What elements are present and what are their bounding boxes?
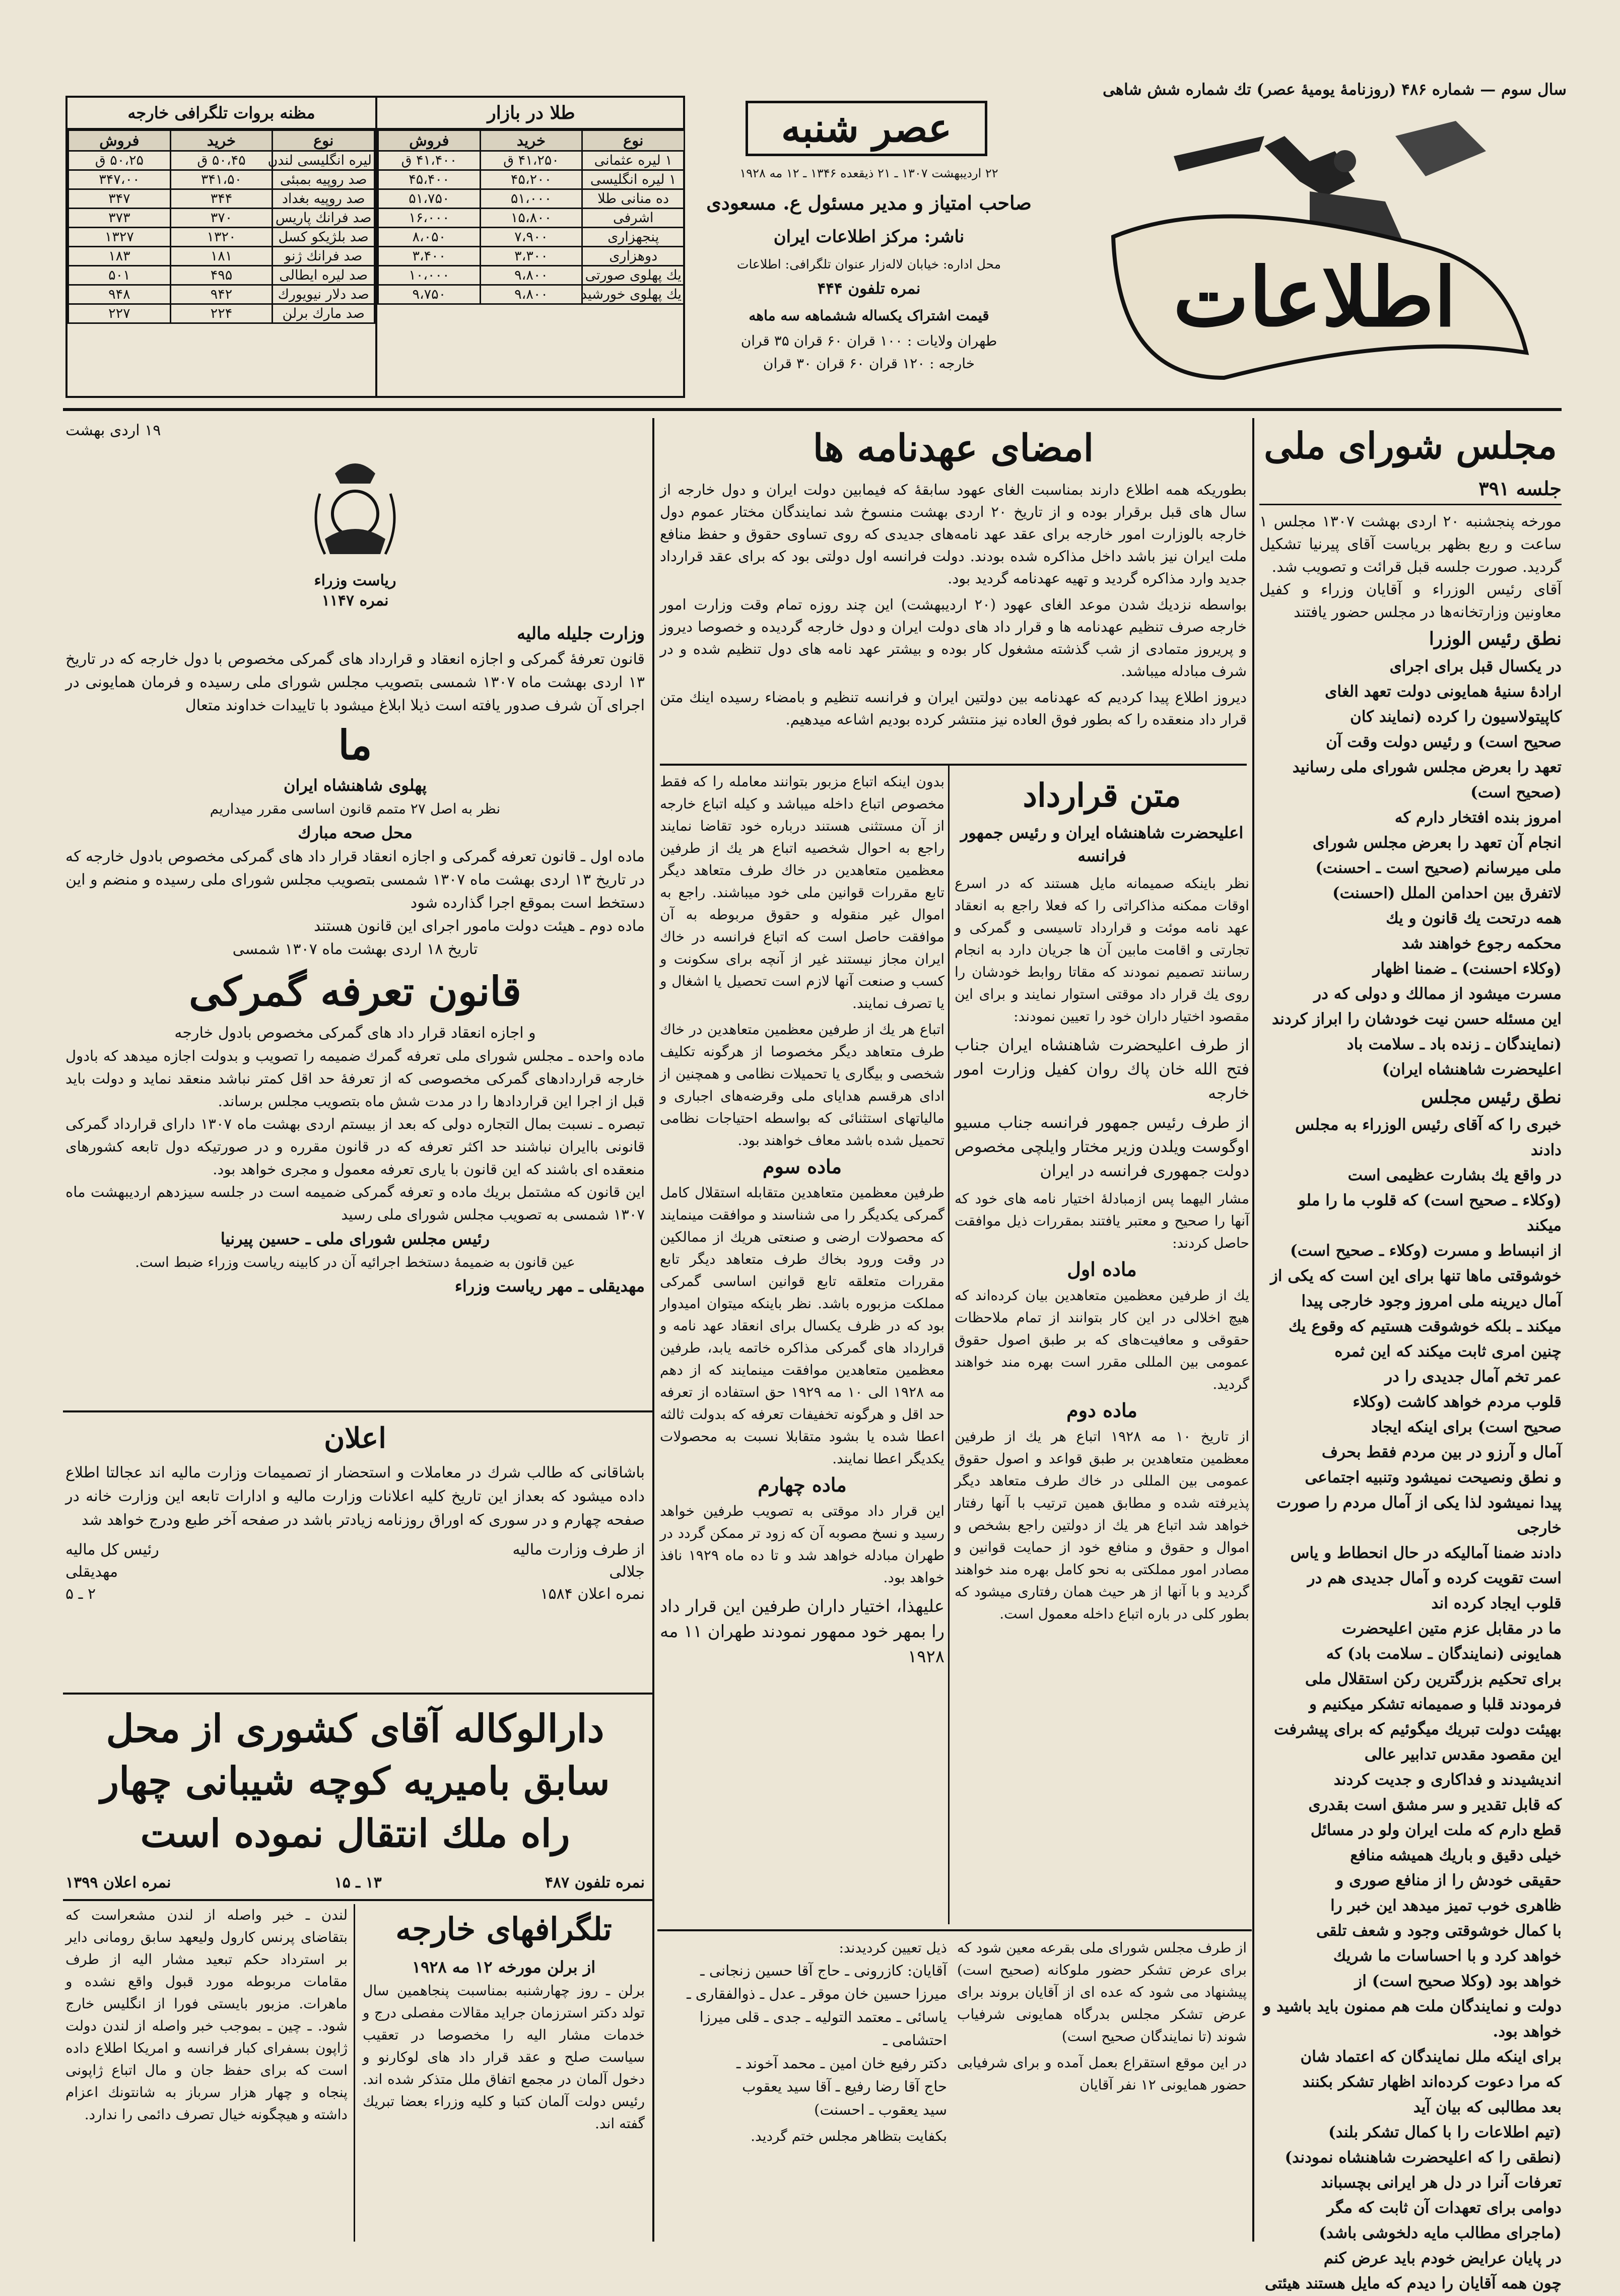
art4-title: ماده چهارم	[758, 1473, 847, 1496]
col-buy: خرید	[170, 130, 273, 151]
speech-line: انجام آن تعهد را بعرض مجلس شورای	[1312, 834, 1562, 852]
speech1-title: نطق رئیس الوزرا	[1429, 628, 1562, 649]
treaties-article	[660, 418, 1247, 766]
cell: ۷،۹۰۰	[480, 228, 582, 247]
speech-line: خبری را که آقای رئیس الوزراء به مجلس دادند	[1295, 1116, 1562, 1159]
decree-block	[65, 418, 645, 1400]
day-box: عصر شنبه	[746, 101, 987, 156]
logo-text: اطلاعات	[1173, 250, 1457, 345]
cell: ۱۰،۰۰۰	[378, 266, 481, 285]
speech-line: چون همه آقایان را دیدم که مایل هستند هیئتی	[1264, 2274, 1562, 2292]
cell: ۳۷۰	[170, 209, 273, 228]
majlis-title: مجلس شورای ملی	[1264, 424, 1557, 467]
table-row	[69, 189, 375, 209]
fx-title: مظنه بروات تلگرافی خارجه	[68, 98, 375, 129]
notice-pages: ۲ ـ ۵	[65, 1585, 96, 1603]
notice-title: اعلان	[324, 1422, 386, 1455]
speech-line: مسرت میشود از ممالك و دولی که در	[1314, 985, 1562, 1003]
tariff-title: قانون تعرفه گمرکی	[188, 968, 522, 1015]
cell: ۵۰،۴۵ ق	[170, 151, 273, 170]
members-block	[660, 1937, 1247, 2242]
speech-line: خواهد بود.	[1493, 2022, 1562, 2041]
cell: ۳،۴۰۰	[378, 247, 481, 266]
speech-line: بعد مطالبی که بیان آید	[1413, 2098, 1562, 2116]
telegrams-divider	[354, 1904, 355, 2242]
speech-line: برای اینکه ملل نمایندگان که اعتماد شان	[1300, 2048, 1562, 2066]
table-row	[378, 266, 685, 285]
speech-line: چنین امری ثابت میکند که این ثمره	[1334, 1342, 1562, 1361]
fx-rates	[68, 98, 375, 396]
art1-body: یك از طرفین معظمین متعاهدین بیان کرده‌اند که هیچ اخلالی در این کار بتوانند از تمام ملاحظات حقوقی و معافیت‌های که بر طبق اصول حقوق عمومی بین المللی مقرر است بهره مند خواهند گردید.	[955, 1287, 1249, 1392]
speech-line: است تقویت کرده و آمال جدیدی هم در	[1307, 1569, 1562, 1587]
cell: ده منانی طلا	[582, 189, 685, 209]
speech-line: میکند ـ بلکه خوشوقت هستیم که وقوع یك	[1288, 1317, 1562, 1335]
members-p1: ذیل تعیین کردیدند:	[839, 1939, 947, 1956]
speech-line: خوشوقتی ماها تنها برای این است که یکی از	[1270, 1267, 1562, 1285]
cell: ۱۶،۰۰۰	[378, 209, 481, 228]
contract-continued	[660, 771, 944, 1924]
telegrams-left-body: لندن ـ خبر واصله از لندن مشعراست که بتقاضای پرنس کارول ولیعهد سابق رومانی دایر بر استرداد حکم تبعید مشار الیه از طرف مقامات مربوطه مورد قبول واقع نشده و ماهرات. مزبور بایستی فورا از انگلیس خارج شود. ـ چین ـ بموجب خبر واصله از لندن دولت ژاپون بسفرای کبار فرانسه و امریکا اطلاع داده است که برای حفظ جان و مال اتباع ژاپونی پنجاه و چهار هزار سرباز به شانتونك اعزام داشته و هیچگونه خیال تصرف دائمی را ندارد.	[65, 1907, 348, 2123]
table-row	[378, 189, 685, 209]
members-p2: از طرف مجلس شورای ملی بقرعه معین شود که برای عرض تشکر حضور ملوکانه (صحیح است) پیشنهاد می شود که عده ای از آقایان بروند برای عرض تشکر مجلس بدرگاه همایونی شرفیاب شوند (تا نمایندگان صحیح است)	[957, 1939, 1247, 2045]
speech2-lines	[1259, 1112, 1562, 2296]
table-row	[69, 228, 375, 247]
address-line: محل اداره: خیابان لاله‌زار عنوان تلگرافی: اطلاعات	[736, 257, 1001, 272]
table-row	[378, 209, 685, 228]
telegrams-right-body: برلن ـ روز چهارشنبه بمناسبت پنجاهمین سال تولد دکتر استرزمان جراید مقالات مفصلی درج و خدمات مشار الیه را مخصوصا در تعقیب سیاست صلح و عقد قرار داد های لوکارنو و دخول آلمان در مجمع اتفاق ملل متذکر شده اند. رئیس دولت آلمان کتبا و کلیه وزراء بعضا تبریك گفته اند.	[363, 1982, 645, 2132]
big-ad-text: دارالوکاله آقای کشوری از محل سابق بامیریه کوچه شیبانی چهار راه ملك انتقال نموده است	[100, 1706, 610, 1856]
member-name-line: آقایان: کازرونی ـ حاج آقا حسین زنجانی ـ	[700, 1962, 947, 1979]
speech-line: امروز بنده افتخار دارم که	[1394, 808, 1562, 827]
cell: ۲۲۷	[69, 304, 171, 323]
cell: ۴۹۵	[170, 266, 273, 285]
big-ad	[65, 1698, 645, 1894]
speech-line: خواهد بود (وکلا صحیح است) از	[1355, 1972, 1562, 1990]
cell: ۹،۷۵۰	[378, 285, 481, 304]
col-type: نوع	[273, 130, 375, 151]
col-rule-right	[1252, 418, 1254, 2242]
cell: ۳۴۴	[170, 189, 273, 209]
speech-line: دوامی برای تعهدات آن ثابت که مگر	[1327, 2199, 1562, 2217]
logo-block	[1073, 116, 1557, 388]
tariff-p3: تبصره ـ نسبت بمال التجاره دولی که بعد از بیستم اردی بهشت ماه ۱۳۰۷ دارای قرارداد گمرکی قانونی باایران نباشند حد اکثر تعرفه که در قانون مقرره و در صورتیکه دول تابعه کشورهای منعقده ای باشند که این قانون با یاری تعرفه معمول و مجری خواهد بود.	[65, 1115, 645, 1178]
phone-line: نمره تلفون ۴۴۴	[817, 280, 921, 298]
cell: ۴۱،۲۵۰ ق	[480, 151, 582, 170]
col-sell: فروش	[378, 130, 481, 151]
speech-line: (نطقی را که اعلیحضرت شاهنشاه نمودند)	[1285, 2148, 1562, 2167]
member-name-line: دکتر رفیع خان امین ـ محمد آخوند ـ	[736, 2055, 947, 2072]
contract-party2: از طرف رئیس جمهور فرانسه جناب مسیو اوگوست ویلدن وزیر مختار وایلچی مخصوص دولت جمهوری فرانسه در ایران	[955, 1113, 1249, 1180]
telegrams-subtitle: از برلن مورخه ۱۲ مه ۱۹۲۸	[412, 1957, 596, 1977]
col-rule-mid	[948, 766, 950, 1924]
issue-line: سال سوم — شماره ۴۸۶ (روزنامهٔ یومیهٔ عصر) تك شماره شش شاهی	[1102, 81, 1567, 99]
decree-seal: محل صحه مبارك	[298, 823, 413, 842]
speech-line: عمر تخم آمال جدیدی را در	[1385, 1368, 1562, 1386]
cell: ۸،۰۵۰	[378, 228, 481, 247]
notice-sig-row-1	[65, 1539, 645, 1561]
col-rule-left	[652, 418, 654, 2242]
decree-intro: قانون تعرفهٔ گمرکی و اجازه انعقاد و قرارداد های گمرکی مخصوص با دول خارجه که در تاریخ ۱۳ اردی بهشت ماه ۱۳۰۷ شمسی بتصویب مجلس شورای ملی رسیده و فرمان همایونی در اجرای آن شرف صدور یافته است ذیلا ابلاغ میشود با تاییدات خداوند متعال	[65, 650, 645, 714]
date-line: ۲۲ اردیبهشت ۱۳۰۷ ـ ۲۱ ذیقعده ۱۳۴۶ ـ ۱۲ مه ۱۹۲۸	[739, 166, 998, 180]
art2-body: از تاریخ ۱۰ مه ۱۹۲۸ اتباع هر یك از طرفین معظمین متعاهدین بر طبق قواعد و اصول حقوق عمومی بین المللی در خاك طرف متعاهد دیگر پذیرفته شده و مطابق همین ترتیب با آنها رفتار خواهد شد اتباع هر یك از دولتین راجع بشخص و اموال و حقوق و منافع خود از حمایت قوانین و مصادر امور مملکتی به نحو کامل بهره مند خواهند گردید و با آنها از هر حیث همان رفتاری میشود که بطور کلی در باره اتباع داخله معمول است.	[955, 1428, 1249, 1622]
telegrams-top-rule	[63, 1899, 652, 1901]
subscription-abroad: خارجه : ۱۲۰ قران ۶۰ قران ۳۰ قران	[763, 355, 975, 372]
art3-title: ماده سوم	[763, 1155, 842, 1178]
decree-constitution: نظر به اصل ۲۷ متمم قانون اساسی مقرر میداریم	[210, 800, 501, 817]
decree-ministry: وزارت جلیله مالیه	[517, 624, 645, 644]
table-row	[378, 228, 685, 247]
telegrams-right	[363, 1904, 645, 2242]
member-name-line: میرزا حسین خان موقر ـ عدل ـ ذوالفقاری ـ	[687, 1985, 947, 2002]
cell: صد بلژیکو کسل	[273, 228, 375, 247]
contract-subtitle: اعلیحضرت شاهنشاه ایران و رئیس جمهور فرانسه	[960, 823, 1244, 865]
table-row	[69, 285, 375, 304]
masthead	[0, 0, 1620, 413]
speech1-lines	[1259, 654, 1562, 1082]
speech-line: بهیئت دولت تبریك میگوئیم که برای پیشرفت	[1273, 1720, 1562, 1738]
speech-line: محکمه رجوع خواهند شد	[1401, 934, 1562, 953]
cell: ۹،۸۰۰	[480, 266, 582, 285]
cell: لیره انگلیسی لندن	[273, 151, 375, 170]
treaties-p3: دیروز اطلاع پیدا کردیم که عهدنامه بین دولتین ایران و فرانسه تنظیم و بامضاء رسیده اینك متن قرار داد منعقده را که بطور فوق العاده نیز منتشر کرده بودیم اشاعه میدهیم.	[660, 689, 1247, 728]
cell: ۳۴۷	[69, 189, 171, 209]
telegrams-title: تلگرافهای خارجه	[395, 1911, 612, 1947]
treaties-p2: بواسطه نزدیك شدن موعد الغای عهود (۲۰ اردیبهشت) این چند روزه تمام وقت وزارت امور خارجه صرف تنظیم عهدنامه ها و قرار داد های دولت ایران و دول خارجه گردیده و خصوصا دیروز و پریروز متمادی از شب گذشته مشغول کار بوده و بیشتر عهد نامه های دول تنظیم شده و در شرف مبادله میباشد.	[660, 596, 1247, 680]
big-ad-phone: نمره تلفون ۴۸۷	[545, 1874, 645, 1892]
masthead-rule	[63, 408, 1562, 411]
speech-line: قطع دارم که ملت ایران ولو در مسائل	[1310, 1821, 1562, 1839]
big-ad-footer	[65, 1872, 645, 1894]
cell: ۱۳۲۰	[170, 228, 273, 247]
speech-line: تعهد را بعرض مجلس شورای ملی رسانید	[1292, 758, 1562, 776]
fx-table	[68, 129, 375, 324]
cell: ۵۰،۲۵ ق	[69, 151, 171, 170]
cell: ۱۵،۸۰۰	[480, 209, 582, 228]
treaties-title: امضای عهدنامه ها	[813, 427, 1094, 470]
speech2-title: نطق رئیس مجلس	[1421, 1087, 1562, 1108]
speech-line: در واقع یك بشارت عظیمی است	[1347, 1166, 1562, 1184]
speech-line: (ماجرای مطالب مایه دلخوشی باشد)	[1319, 2224, 1562, 2242]
contract-closing: علیهذا، اختیار داران طرفین این قرار داد را بمهر خود ممهور نمودند طهران ۱۱ مه ۱۹۲۸	[660, 1596, 944, 1667]
decree-art1: ماده اول ـ قانون تعرفه گمرکی و اجازه انعقاد قرار داد های گمرکی مخصوص بادول خارجه که در تاریخ ۱۳ اردی بهشت ماه ۱۳۰۷ شمسی بتصویب مجلس شورای ملی رسیده و منضم و این دستخط است بموقع اجرا گذارده شود	[65, 848, 645, 912]
gold-title: طلا در بازار	[377, 98, 685, 129]
speech-line: دادند ضمنا آمالیکه در حال انحطاط و یاس	[1290, 1544, 1562, 1562]
speech-line: که مرا دعوت کرده‌اند اظهار تشکر بکنند	[1302, 2073, 1562, 2091]
art4-body: این قرار داد موقتی به تصویب طرفین خواهد رسید و نسخ مصوبه آن که زود تر ممکن گردد در طهران مبادله خواهد شد و تا ده ماه ۱۹۲۹ نافذ خواهد بود.	[660, 1503, 944, 1586]
speech-line: (صحیح است)	[1470, 783, 1562, 801]
speech-line: خیلی دقیق و باریك همیشه منافع	[1350, 1846, 1562, 1864]
speech-line: اعلیحضرت شاهنشاه ایران)	[1382, 1060, 1562, 1078]
art2-title: ماده دوم	[1066, 1399, 1137, 1422]
cell: پنجهزاری	[582, 228, 685, 247]
cell: یك پهلوی صورتی	[582, 266, 685, 285]
notice-sig-row-3	[65, 1583, 645, 1605]
telegrams-left	[65, 1904, 348, 2242]
majlis-ministers: آقای رئیس الوزراء و آقایان وزراء و کفیل معاونین وزارتخانه‌ها در مجلس حضور یافتند	[1259, 581, 1562, 621]
notice-ad-no: نمره اعلان ۱۵۸۴	[540, 1585, 645, 1603]
tariff-ok: عین قانون به ضمیمهٔ دستخط اجرائیه آن در کابینه ریاست وزراء ضبط است.	[135, 1254, 575, 1270]
notice-top-rule	[63, 1410, 652, 1412]
cell: ۵۱،۰۰۰	[480, 189, 582, 209]
cell: صد فرانك پاریس	[273, 209, 375, 228]
cell: صد روپیه بمبئی	[273, 170, 375, 189]
majlis-column	[1259, 418, 1562, 2292]
contract-intro: نظر باینکه صمیمانه مایل هستند که در اسرع اوقات ممکنه مذاکراتی را که فعلا راجع به انعقاد عهد نامه موئت و قرارداد تاسیسی و گمرکی و تجارتی و اقامت مابین آن ها جریان دارد به انجام رسانند تصمیم نمودند که مقاتا روابط خودشان را روی یك قرار داد موقتی استوار نمایند و برای این مقصود اختیار داران خود را تعیین نمودند:	[955, 875, 1249, 1025]
cell: صد لیره ایطالی	[273, 266, 375, 285]
art3-body: طرفین معظمین متعاهدین متقابله استقلال کامل گمرکی یکدیگر را می شناسند و موافقت مینمایند که محصولات ارضی و صنعتی هریك از ممالکین در وقت ورود بخاك طرف متعاهد دیگر تابع مقررات متعلقه تابع قوانین اساسی گمرکی مملکت مزبوره باشد. نظر باینکه میتوان امیدوار بود که در ظرف یکسال برای انعقاد عهد نامه و قرارداد های گمرکی مذاکره خاتمه یابد، طرفین معظمین متعاهدین موافقت مینمایند که از دهم مه ۱۹۲۸ الی ۱۰ مه ۱۹۲۹ حق استفاده از تعرفه حد اقل و هرگونه تخفیفات تعرفه که بدولت ثالثه اعطا شده یا بشود متقابلا نسبت به محصولات یکدیگر اعطا نمایند.	[660, 1184, 945, 1467]
art1-title: ماده اول	[1067, 1258, 1137, 1280]
cell: اشرفی	[582, 209, 685, 228]
cell: ۳۴۱،۵۰	[170, 170, 273, 189]
center-masthead	[695, 96, 1043, 398]
col-type: نوع	[582, 130, 685, 151]
speech-line: با کمال خوشوقتی وجود و شعف تلقی	[1316, 1922, 1562, 1940]
gold-rates	[377, 98, 685, 396]
members-p3: در این موقع استقراع بعمل آمده و برای شرفیابی حضور همایونی ۱۲ نفر آقایان	[957, 2054, 1247, 2093]
table-row	[378, 170, 685, 189]
speech-line: پیدا نمیشود لذا یکی از آمال مردم را صورت خارجی	[1276, 1494, 1562, 1537]
members-right	[957, 1937, 1247, 2242]
speech-line: حقیقی خودش را از منافع صوری و	[1336, 1871, 1562, 1889]
tariff-p4: این قانون که مشتمل بریك ماده و تعرفه گمرکی ضمیمه است در جلسه سیزدهم اردیبهشت ماه ۱۳۰۷ شمسی به تصویب مجلس شورای ملی رسید	[65, 1183, 645, 1223]
tariff-p2: ماده واحده ـ مجلس شورای ملی تعرفه گمرك ضمیمه را تصویب و بدولت اجازه میدهد که بادول خارجه قراردادهای گمرکی مخصوصی که از تعرفهٔ حد اقل کمتر نباشد منعقد نماید و دولت باید قبل از اجرا این قراردادها را در مدت شش ماه بتصویب مجلس برساند.	[65, 1047, 645, 1110]
decree-date: ۱۹ اردی بهشت	[65, 422, 161, 439]
bigad-top-rule	[63, 1693, 652, 1695]
speech-line: اندیشیدند و فداکاری و جدیت کردند	[1333, 1771, 1562, 1789]
decree-we: ما	[338, 721, 372, 769]
cell: ۴۵،۲۰۰	[480, 170, 582, 189]
decree-shah: پهلوی شاهنشاه ایران	[283, 776, 427, 795]
decree-number: نمره ۱۱۴۷	[321, 592, 389, 610]
contract-col-b: بدون اینکه اتباع مزبور بتوانند معامله را که فقط مخصوص اتباع داخله میباشد و کیله اتباع خارجه از آن مستثنی هستند درباره خود تقاضا نمایند راجع به احوال شخصیه اتباع هر یك از طرفین معظمین متعاهدین در خاك طرف متعاهد دیگر تابع مقررات قوانین ملی خود میباشند. راجع به اموال غیر منقوله و حقوق مربوطه به آن موافقت حاصل است که اتباع فرانسه در خاك ایران مجاز نیستند غیر از آنچه برای سکونت و کسب و صنعت آنها لازم است تحصیل یا اشغال و یا تصرف نمایند.	[660, 773, 944, 1011]
speech-line: و نطق ونصیحت نمیشود وتنبیه اجتماعی	[1305, 1468, 1562, 1487]
notice-name-left: مهدیقلی	[65, 1563, 118, 1581]
speech-line: برای تحکیم بزرگترین رکن استقلال ملی	[1305, 1670, 1562, 1688]
contract-party1: از طرف اعلیحضرت شاهنشاه ایران جناب فتح الله خان پاك روان کفیل وزارت امور خارجه	[955, 1035, 1249, 1103]
speech-line: (تیم اطلاعات را با کمال تشکر بلند)	[1328, 2123, 1562, 2141]
cell: صد دلار نیویورك	[273, 285, 375, 304]
cell: ۳۴۷،۰۰	[69, 170, 171, 189]
cell: ۳۷۳	[69, 209, 171, 228]
speech-line: فرمودند قلبا و صمیمانه تشکر میکنیم و	[1309, 1695, 1562, 1713]
contract-after-parties: مشار الیهما پس ازمبادلهٔ اختیار نامه های خود که آنها را صحیح و معتبر یافتند بمقررات ذیل موافقت حاصل کردند:	[955, 1190, 1249, 1251]
session-label: جلسه ۳۹۱	[1259, 474, 1562, 505]
cell: ۲۲۴	[170, 304, 273, 323]
speech-line: (وکلاء ـ صحیح است) که قلوب ما را ملو میکند	[1298, 1191, 1562, 1235]
table-row	[69, 151, 375, 170]
cell: ۱۸۱	[170, 247, 273, 266]
notice-name-right: جلالی	[609, 1563, 645, 1581]
cell: ۳،۳۰۰	[480, 247, 582, 266]
speech-line: صحیح است) و رئیس دولت وقت آن	[1326, 733, 1562, 751]
cell: ۹،۸۰۰	[480, 285, 582, 304]
cell: ۹۴۲	[170, 285, 273, 304]
notice-block	[65, 1415, 645, 1682]
col-sell: فروش	[69, 130, 171, 151]
speech-line: از انبساط و مسرت (وکلاء ـ صحیح است)	[1290, 1242, 1562, 1260]
cell: صد فرانك ژنو	[273, 247, 375, 266]
table-row	[69, 209, 375, 228]
speech-line: این مقصود مقدس تدابیر عالی	[1364, 1745, 1562, 1764]
speech-line: دولت و نمایندگان ملت هم ممنون باید باشید و	[1263, 1997, 1562, 2015]
cell: ۴۵،۴۰۰	[378, 170, 481, 189]
speech-line: ما در مقابل عزم متین اعلیحضرت	[1341, 1619, 1562, 1638]
member-name-line: یاسائی ـ معتمد التولیه ـ جدی ـ قلی میرزا احتشامی ـ	[699, 2008, 947, 2049]
contract-col-b2: اتباع هر یك از طرفین معظمین متعاهدین در خاك طرف متعاهد دیگر مخصوصا از هرگونه تکلیف شخصی و بیگاری یا تحمیلات نظامی و همچنین از ادای هرقسم هدایای ملی وقرضه‌های اجباری و مالیاتهای استثنائی که بواسطه احتیاجات نظامی تحمیل شده باشد معاف خواهند بود.	[660, 1021, 944, 1149]
rates-divider	[375, 98, 377, 396]
speech-line: در پایان عرایض خودم باید عرض کنم	[1323, 2249, 1562, 2267]
speech-line: (نمایندگان ـ زنده باد ـ سلامت باد	[1346, 1035, 1562, 1053]
speech-line: خواهد کرد و با احساسات ما شریك	[1333, 1947, 1562, 1965]
cell: ۱۸۳	[69, 247, 171, 266]
treaties-p1: بطوریکه همه اطلاع دارند بمناسبت الغای عهود سابقهٔ که فیمابین دولت ایران و دول خارجه از سال های قبل برقرار بوده و از تاریخ ۲۰ اردی بهشت منسوخ شد نمایندگان مختار عموم دول خارجه بالوزارت امور خارجه برای عقد عهد نامه‌های جدیدی که روی تساوی حقوق و حفظ منافع ملت ایران نیز باشد داخل مذاکره شده بودند. دولت فرانسه اول دولتی بود که برای عقد قرارداد جدید وارد مذاکره گردید و تهیه عهدنامه گردید بود.	[660, 481, 1247, 587]
speech-line: همایونی (نمایندگان ـ سلامت باد) که	[1326, 1645, 1562, 1663]
publisher-line: ناشر: مرکز اطلاعات ایران	[773, 227, 965, 247]
notice-sig-row-2	[65, 1561, 645, 1583]
cell: ۱ لیره انگلیسی	[582, 170, 685, 189]
cell: ۱۳۲۷	[69, 228, 171, 247]
cell: ۴۱،۴۰۰ ق	[378, 151, 481, 170]
owner-line: صاحب امتیاز و مدیر مسئول ع. مسعودی	[706, 191, 1032, 214]
cell: ۵۱،۷۵۰	[378, 189, 481, 209]
col-buy: خرید	[480, 130, 582, 151]
subscription-tehran: طهران ولایات : ۱۰۰ قران ۶۰ قران ۳۵ قران	[740, 332, 997, 349]
table-row	[378, 285, 685, 304]
speech-line: قلوب مردم خواهد کاشت (وکلاء	[1353, 1393, 1562, 1411]
cell: صد مارك برلن	[273, 304, 375, 323]
cell: دوهزاری	[582, 247, 685, 266]
decree-date-line: تاریخ ۱۸ اردی بهشت ماه ۱۳۰۷ شمسی	[232, 940, 478, 958]
speech-line: که قابل تقدیر و سر مشق است بقدری	[1308, 1796, 1562, 1814]
table-row	[378, 151, 685, 170]
cell: یك پهلوی خورشید	[582, 285, 685, 304]
big-ad-pages: ۱۳ ـ ۱۵	[334, 1874, 382, 1892]
speech-line: آمال و آرزو در بین مردم فقط بحرف	[1321, 1443, 1562, 1461]
speech-line: ارادهٔ سنیهٔ همایونی دولت تعهد الغای	[1325, 683, 1562, 701]
subscription-title: قیمت اشتراک یکساله ششماهه سه ماهه	[749, 307, 989, 324]
cell: ۱ لیره عثمانی	[582, 151, 685, 170]
notice-body: باشاقانی که طالب شرك در معاملات و استحضار از تصمیمات وزارت مالیه اند عجالتا اطلاع داده میشود که بعداز این تاریخ کلیه اعلانات وزارت مالیه و ادارات تابعه این وزارت خانه در صفحه چهارم و در سوری که اوراق روزنامه زیادتر باشد در صفحه آخر طبع ودرج خواهد شد	[65, 1464, 645, 1529]
table-row	[69, 304, 375, 323]
member-name-line: حاج آقا رضا رفیع ـ آقا سید یعقوب	[742, 2078, 947, 2095]
table-row	[69, 247, 375, 266]
members-names	[660, 1959, 947, 2121]
speech-line: کاپیتولاسیون را کرده (نمایند کان	[1350, 708, 1562, 726]
speech-line: ظاهری خوب تمیز میدهد این خبر را	[1330, 1897, 1562, 1915]
lion-and-sun-emblem-icon	[305, 453, 406, 569]
speech-line: قلوب ایجاد کرده اند	[1431, 1594, 1562, 1612]
tariff-p1: و اجازه انعقاد قرار داد های گمرکی مخصوص بادول خارجه	[174, 1024, 536, 1042]
tariff-stamp: مهدیقلی ـ مهر ریاست وزراء	[454, 1276, 645, 1296]
table-row	[378, 247, 685, 266]
members-left	[660, 1937, 947, 2242]
speech-line: همه درتحت یك قانون و یك	[1386, 909, 1562, 927]
table-row	[69, 266, 375, 285]
notice-sig-left: رئیس کل مالیه	[65, 1541, 159, 1559]
speech-line: صحیح است) برای اینکه ایجاد	[1371, 1418, 1562, 1436]
tariff-sig: رئیس مجلس شورای ملی ـ حسین پیرنیا	[220, 1229, 490, 1248]
member-name-line: سید یعقوب ـ احسنت)	[814, 2101, 947, 2118]
contract-article	[955, 771, 1249, 1924]
cell: ۵۰۱	[69, 266, 171, 285]
cell: صد روپیه بغداد	[273, 189, 375, 209]
telegrams-block	[65, 1904, 645, 2242]
middle-bottom-rule	[657, 1929, 1252, 1931]
rates-block	[65, 96, 685, 398]
speech-line: این مسئله حسن نیت خودشان را ابراز کردند	[1272, 1010, 1562, 1028]
speech-line: ملی میرسانم (صحیح است ـ احسنت)	[1315, 859, 1562, 877]
speech-line: تعرفات آنرا در دل هر ایرانی بچسباند	[1321, 2174, 1562, 2192]
majlis-intro: مورخه پنجشنبه ۲۰ اردی بهشت ۱۳۰۷ مجلس ۱ ساعت و ربع بظهر بریاست آقای پیرنیا تشکیل گردید. صورت جلسه قبل قرائت و تصویب شد.	[1259, 513, 1562, 576]
members-p4: بکفایت بتظاهر مجلس ختم گردید.	[751, 2128, 947, 2144]
notice-sig-right: از طرف وزارت مالیه	[512, 1541, 645, 1559]
table-row	[69, 170, 375, 189]
contract-title: متن قرارداد	[1023, 777, 1181, 815]
speech-line: در یکسال قبل برای اجرای	[1389, 657, 1562, 676]
speech-line: (وکلاء احسنت) ـ ضمنا اظهار	[1373, 960, 1562, 978]
cell: ۹۴۸	[69, 285, 171, 304]
big-ad-no: نمره اعلان ۱۳۹۹	[65, 1874, 171, 1892]
speech-line: لاتفرق بین احدامن الملل (احسنت)	[1332, 884, 1562, 902]
speech-line: آمال دیرینه ملی امروز وجود خارجی پیدا	[1301, 1292, 1562, 1310]
decree-art2: ماده دوم ـ هیئت دولت مامور اجرای این قانون هستند	[314, 917, 645, 935]
decree-office: ریاست وزراء	[314, 572, 396, 589]
gold-table	[377, 129, 685, 305]
